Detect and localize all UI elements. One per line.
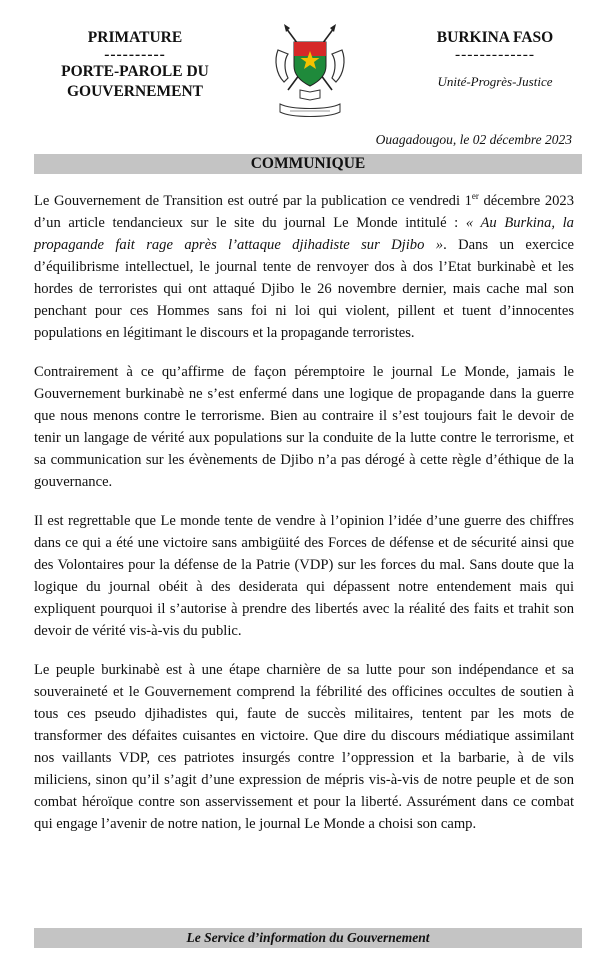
- footer-signature: Le Service d’information du Gouvernement: [34, 928, 582, 948]
- paragraph-4: Le peuple burkinabè est à une étape charnière de sa lutte pour son indépendance et sa souveraineté et le Gouvernement comprend la fébrilité des officines occultes de soutien à tous ces pseudo djihadistes qui, faute de succès militaires, tentent par les mots de transformer des défaites cuisantes en victoire. Que dire du discours médiatique assimilant nos vaillants VDP, ces patriotes insurgés contre l’oppression et la barbarie, à de vils miliciens, sinon qu’il s’agit d’une expression de mépris vis-à-vis de notre peuple et de son combat héroïque contre son asservissement et pour la liberté. Assurément dans ce combat qui engage l’avenir de notre nation, le journal Le Monde a choisi son camp.: [34, 662, 574, 832]
- article-title-quote: « Au Burkina, la propagande fait rage après l’attaque djihadiste sur Djibo »: [34, 215, 574, 253]
- document-date: Ouagadougou, le 02 décembre 2023: [375, 132, 572, 147]
- country-block: [410, 28, 580, 92]
- issuer-separator: ----------: [104, 46, 166, 63]
- issuer-office-line1: PORTE-PAROLE DU: [61, 63, 209, 80]
- paragraph-1: [34, 190, 574, 344]
- paragraph-1-part3: . Dans un exercice d’équilibrisme intellectuel, le journal tente de renvoyer dos à dos l’Etat burkinabè et les hordes de terroristes qui ont attaqué Djibo le 26 novembre dernier, mais cache mal son penchant pour ces Hommes sans foi ni loi qui violent, pillent et tuent d’innocentes populations en légitimant le discours et la propagande terroristes.: [34, 237, 575, 341]
- country-separator: -------------: [454, 46, 536, 63]
- paragraph-1-part1: Le Gouvernement de Transition est outré par la publication ce vendredi 1: [34, 193, 472, 209]
- paragraph-3: Il est regrettable que Le monde tente de vendre à l’opinion l’idée d’une guerre des chiffres dans ce qui a été une victoire sans ambigüité des Forces de défense et de sécurité ainsi que des Volontaires pour la défense de la Patrie (VDP) sur les forces du mal. Sans doute que la logique du journal obéit à des desiderata qui dépassent notre entendement mais qui expliquent pourquoi il s’autorise à prendre des libertés avec la réalité des faits et trahit son devoir de vérité vis-à-vis du public.: [34, 513, 574, 639]
- letterhead: [0, 0, 616, 130]
- issuer-office-line2: GOUVERNEMENT: [66, 83, 204, 100]
- national-motto: Unité-Progrès-Justice: [437, 74, 553, 89]
- ordinal-superscript: er: [471, 191, 479, 202]
- document-title: COMMUNIQUE: [34, 154, 582, 174]
- communique-body: [34, 190, 574, 852]
- paragraph-2: Contrairement à ce qu’affirme de façon péremptoire le journal Le Monde, jamais le Gouvernement burkinabè ne s’est enfermé dans une logique de propagande dans la guerre que nous menons contre le terrorisme. Bien au contraire il s’est toujours fait le devoir de tenir un langage de vérité aux populations sur la conduite de la lutte contre le terrorisme, et sa communication sur les évènements de Djibo n’a pas dérogé à cette règle d’éthique de la gouvernance.: [34, 364, 574, 490]
- burkina-faso-coat-of-arms-icon: [272, 20, 348, 126]
- paragraph-1-part2: décembre 2023 d’un article tendancieux sur le site du journal Le Monde intitulé :: [34, 193, 575, 231]
- issuer-primature: PRIMATURE: [87, 29, 183, 46]
- issuer-block: [40, 28, 230, 102]
- country-name: BURKINA FASO: [436, 29, 554, 46]
